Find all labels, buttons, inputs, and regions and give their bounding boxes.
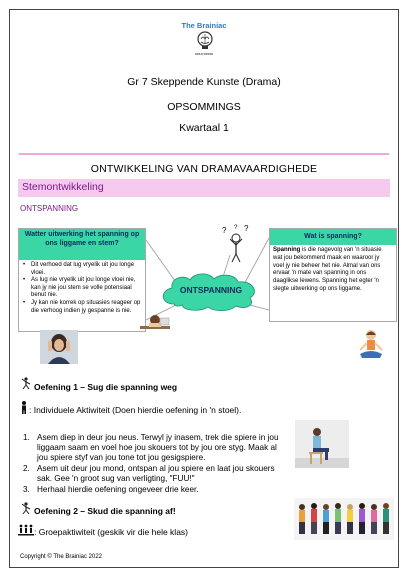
person-stretch-icon — [20, 502, 32, 514]
step-text: Asem diep in deur jou neus. Terwyl jy inasem, trek die spiere in jou liggaam saam en voel hoe jou skouers tot by jou ore styg. Maak al jou spiere styf van jou tone tot jou gesigspiere. — [37, 433, 279, 462]
effects-heading: Watter uitwerking het spanning op ons liggame en stem? — [19, 229, 145, 260]
list-item: 3. Herhaal hierdie oefening ongeveer drie keer. — [23, 485, 199, 494]
exercise2-type: : Groepaktiwiteit (geskik vir die hele klas) — [34, 527, 189, 537]
single-person-icon — [19, 401, 29, 414]
step-text: Asem uit deur jou mond, ontspan al jou spiere en laat jou skouers sak. Gee 'n groot sug van verligting, "FUU!" — [37, 464, 275, 483]
meditating-person-icon — [356, 328, 386, 362]
group-icon — [18, 524, 34, 536]
seated-woman-photo — [295, 420, 349, 468]
section-title: Stemontwikkeling — [22, 181, 104, 193]
stressed-desk-person-icon — [138, 310, 174, 336]
exercise2-title: Oefening 2 – Skud die spanning af! — [34, 506, 176, 516]
list-item: 2. Asem uit deur jou mond, ontspan al jou spiere en laat jou skouers sak. Gee 'n groot sug van verligting, "FUU!" — [23, 464, 275, 483]
definition-text — [270, 245, 396, 294]
svg-text:?: ? — [222, 226, 227, 235]
list-item: 1. Asem diep in deur jou neus. Terwyl jy inasem, trek die spiere in jou liggaam saam en voel hoe jou skouers tot by jou ore styg. Maak al jou spiere styf van jou tone tot jou gesigspiere. — [23, 433, 279, 462]
copyright: Copyright © The Brainiac 2022 — [20, 554, 103, 560]
effects-list — [19, 260, 145, 315]
divider — [19, 153, 389, 155]
term-label: Kwartaal 1 — [179, 122, 229, 134]
logo-caption: EDUCATION — [195, 52, 213, 56]
relaxation-diagram — [10, 210, 400, 380]
person-stretch-icon — [20, 377, 32, 389]
exercise1-steps — [20, 433, 288, 496]
stressed-woman-photo — [40, 330, 78, 364]
list-item: • As lug nie vryelik uit jou longe vloei nie, kan jy nie jou stem se volle potensiaal benut nie. — [31, 277, 142, 300]
section-bar — [18, 179, 390, 197]
definition-box — [269, 228, 397, 322]
main-heading: ONTWIKKELING VAN DRAMAVAARDIGHEDE — [90, 163, 318, 175]
brain-logo-icon — [196, 31, 214, 51]
definition-body: is die nagevolg van 'n situasie wat jou bekommerd maak en waaroor jy voel jy nie beheer het nie. Almal van ons ervaar 'n mate van spanning in ons daaglikse lewens. Spanning het egter 'n slegte uitwerking op ons liggame. — [273, 247, 382, 292]
cloud-label: ONTSPANNING — [179, 285, 243, 295]
brand-name: The Brainiac — [181, 21, 227, 30]
page-subtitle: OPSOMMINGS — [167, 101, 241, 113]
step-text: Herhaal hierdie oefening ongeveer drie keer. — [37, 485, 199, 494]
section-subtitle: ONTSPANNING — [20, 204, 79, 213]
group-photo — [294, 498, 394, 540]
list-item: • Jy kan nie korrek op situasies reageer op die verhoog indien jy gespanne is nie. — [31, 300, 142, 315]
exercise1-type: : Individuele Aktiwiteit (Doen hierdie oefening in 'n stoel). — [29, 405, 242, 415]
definition-heading: Wat is spanning? — [270, 229, 396, 245]
svg-text:?: ? — [244, 224, 249, 233]
effects-box — [18, 228, 146, 332]
exercise1-title: Oefening 1 – Sug die spanning weg — [34, 382, 178, 392]
page-title: Gr 7 Skeppende Kunste (Drama) — [127, 76, 281, 88]
confused-person-icon — [220, 224, 254, 264]
definition-term: Spanning — [273, 247, 301, 253]
list-item: • Dit verhoed dat lug vryelik uit jou longe vloei. — [31, 262, 142, 277]
svg-text:?: ? — [234, 225, 238, 231]
worksheet-page — [9, 9, 399, 568]
